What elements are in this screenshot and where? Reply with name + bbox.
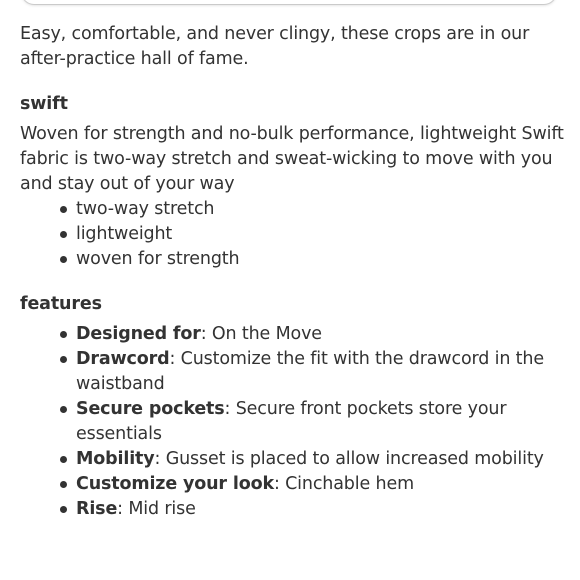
feature-name: Mobility [76, 449, 155, 469]
feature-name: Designed for [76, 324, 201, 344]
feature-value: : Mid rise [117, 499, 196, 519]
list-item: woven for strength [76, 247, 565, 272]
feature-value: : On the Move [200, 324, 322, 344]
fabric-description: Woven for strength and no-bulk performance, lightweight Swift fabric is two-way stretch and sweat-wicking to move with you and stay out of your way [20, 124, 564, 194]
feature-rise [76, 497, 565, 522]
feature-value: : Gusset is placed to allow increased mobility [154, 449, 544, 469]
feature-name: Drawcord [76, 349, 170, 369]
features-heading: features [20, 294, 102, 314]
feature-name: Customize your look [76, 474, 274, 494]
feature-value: : Customize the fit with the drawcord in the waistband [76, 349, 544, 394]
fabric-heading: swift [20, 94, 68, 114]
feature-mobility [76, 447, 565, 472]
feature-secure-pockets [76, 397, 565, 447]
list-item: lightweight [76, 222, 565, 247]
product-description [20, 22, 565, 522]
list-item: two-way stretch [76, 197, 565, 222]
intro-text: Easy, comfortable, and never clingy, these crops are in our after-practice hall of fame. [20, 24, 530, 69]
feature-value: : Cinchable hem [273, 474, 414, 494]
top-card [22, 0, 556, 4]
feature-drawcord [76, 347, 565, 397]
feature-designed-for [76, 322, 565, 347]
feature-name: Secure pockets [76, 399, 225, 419]
feature-customize-look [76, 472, 565, 497]
features-list [20, 322, 565, 522]
feature-name: Rise [76, 499, 118, 519]
feature-value: : Secure front pockets store your essentials [76, 399, 507, 444]
fabric-bullets [20, 197, 565, 272]
